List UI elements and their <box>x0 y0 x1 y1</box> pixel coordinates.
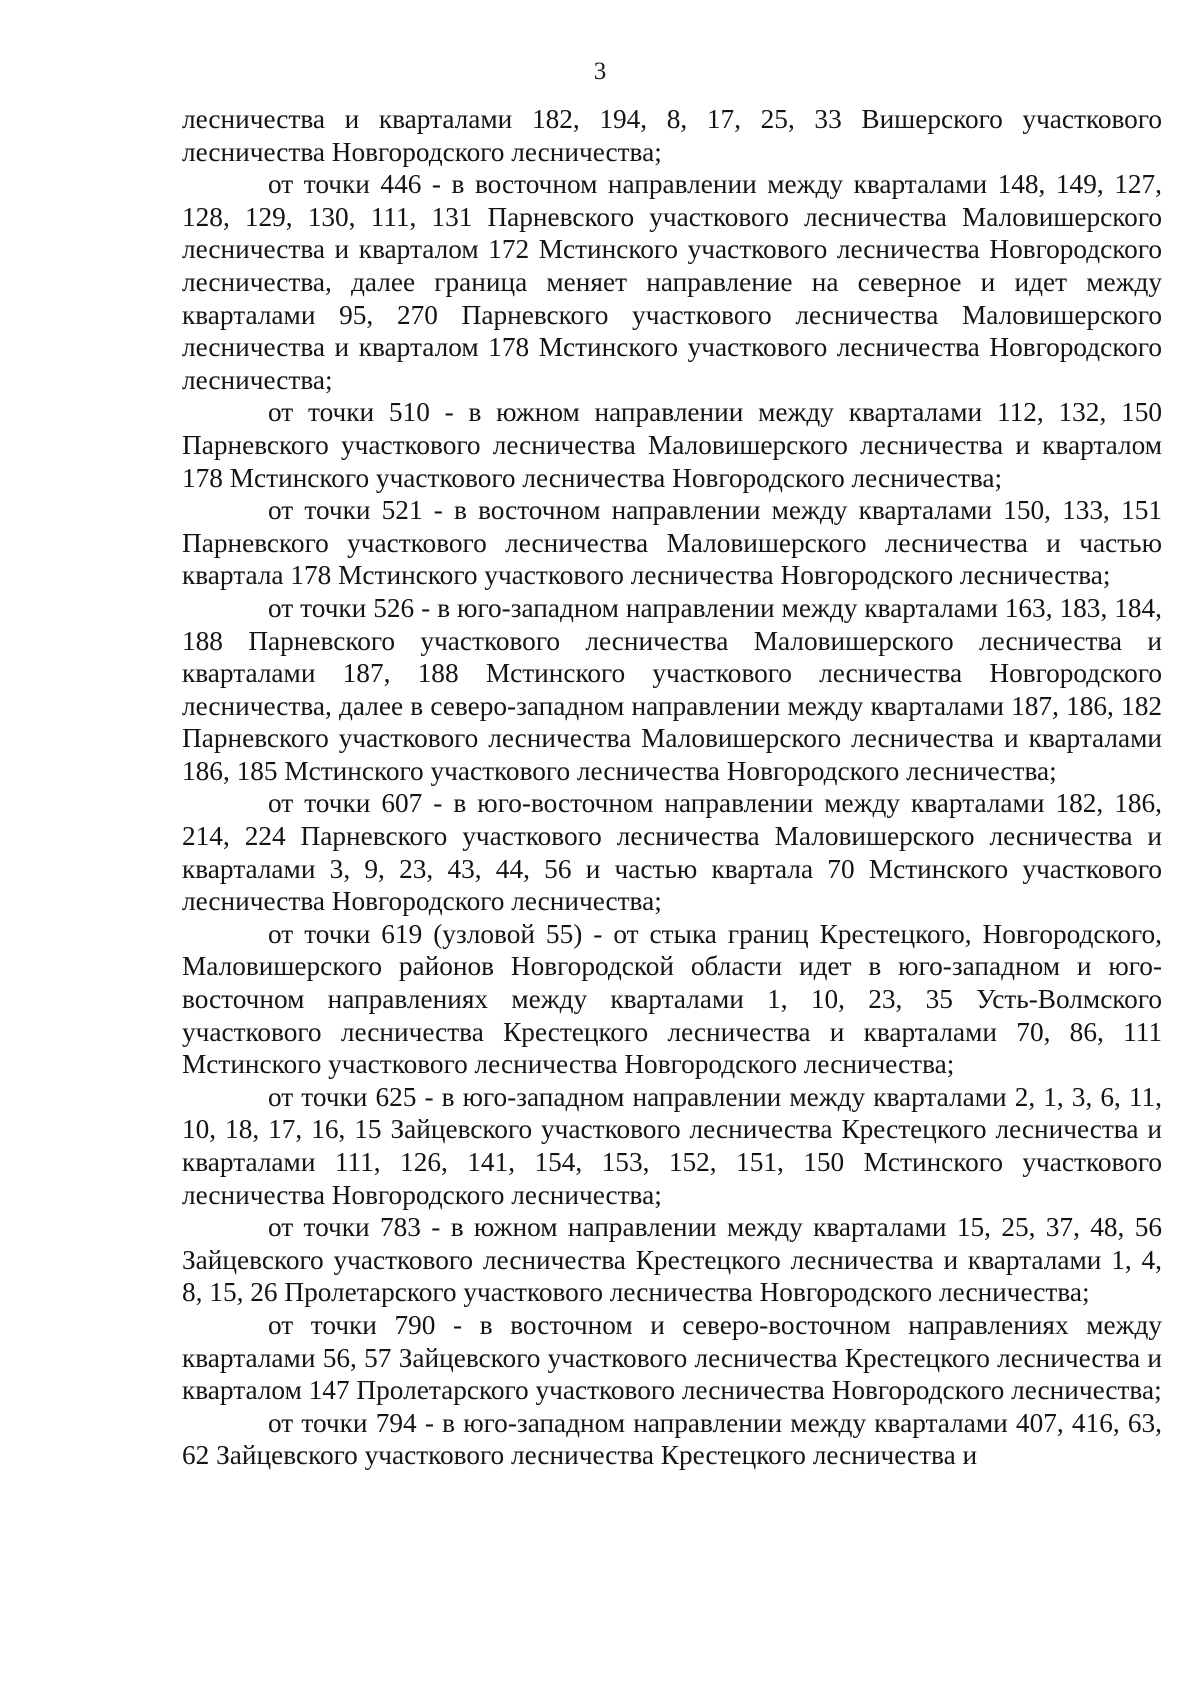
paragraph-point-510: от точки 510 - в южном направлении между кварталами 112, 132, 150 Парневского участкового лесничества Маловишерского лесничества и кварталом 178 Мстинского участкового лесничества Новгородского лесничества; <box>182 397 1162 493</box>
paragraph-point-790: от точки 790 - в восточном и северо-восточном направлениях между кварталами 56, 57 Зайцевского участкового лесничества Крестецкого лесничества и кварталом 147 Пролетарского участкового лесничества Новгородского лесничества; <box>182 1309 1162 1406</box>
paragraph-point-526: от точки 526 - в юго-западном направлении между кварталами 163, 183, 184, 188 Парневского участкового лесничества Маловишерского лесничества и кварталами 187, 188 Мстинского участкового лесничества Новгородского лесничества, далее в северо-западном направлении между кварталами 187, 186, 182 Парневского участкового лесничества Маловишерского лесничества и кварталами 186, 185 Мстинского участкового лесничества Новгородского лесничества; <box>182 592 1162 786</box>
paragraph-point-521: от точки 521 - в восточном направлении между кварталами 150, 133, 151 Парневского участкового лесничества Маловишерского лесничества и частью квартала 178 Мстинского участкового лесничества Новгородского лесничества; <box>182 495 1162 591</box>
document-body <box>182 103 1162 1472</box>
paragraph-point-625: от точки 625 - в юго-западном направлении между кварталами 2, 1, 3, 6, 11, 10, 18, 17, 16, 15 Зайцевского участкового лесничества Крестецкого лесничества и кварталами 111, 126, 141, 154, 153, 152, 151, 150 Мстинского участкового лесничества Новгородского лесничества; <box>182 1081 1162 1210</box>
paragraph-continuation: лесничества и кварталами 182, 194, 8, 17, 25, 33 Вишерского участкового лесничества Новгородского лесничества; <box>182 104 1162 167</box>
paragraph-point-446: от точки 446 - в восточном направлении между кварталами 148, 149, 127, 128, 129, 130, 111, 131 Парневского участкового лесничества Маловишерского лесничества и кварталом 172 Мстинского участкового лесничества Новгородского лесничества, далее граница меняет направление на северное и идет между кварталами 95, 270 Парневского участкового лесничества Маловишерского лесничества и кварталом 178 Мстинского участкового лесничества Новгородского лесничества; <box>182 169 1162 395</box>
paragraph-point-607: от точки 607 - в юго-восточном направлении между кварталами 182, 186, 214, 224 Парневского участкового лесничества Маловишерского лесничества и кварталами 3, 9, 23, 43, 44, 56 и частью квартала 70 Мстинского участкового лесничества Новгородского лесничества; <box>182 788 1162 917</box>
page-number: 3 <box>593 58 607 85</box>
paragraph-point-783: от точки 783 - в южном направлении между кварталами 15, 25, 37, 48, 56 Зайцевского участкового лесничества Крестецкого лесничества и кварталами 1, 4, 8, 15, 26 Пролетарского участкового лесничества Новгородского лесничества; <box>182 1212 1162 1308</box>
paragraph-point-794: от точки 794 - в юго-западном направлении между кварталами 407, 416, 63, 62 Зайцевского участкового лесничества Крестецкого лесничества и <box>182 1407 1162 1471</box>
paragraph-point-619: от точки 619 (узловой 55) - от стыка границ Крестецкого, Новгородского, Маловишерского районов Новгородской области идет в юго-западном и юго-восточном направлениях между кварталами 1, 10, 23, 35 Усть-Волмского участкового лесничества Крестецкого лесничества и кварталами 70, 86, 111 Мстинского участкового лесничества Новгородского лесничества; <box>182 918 1162 1080</box>
